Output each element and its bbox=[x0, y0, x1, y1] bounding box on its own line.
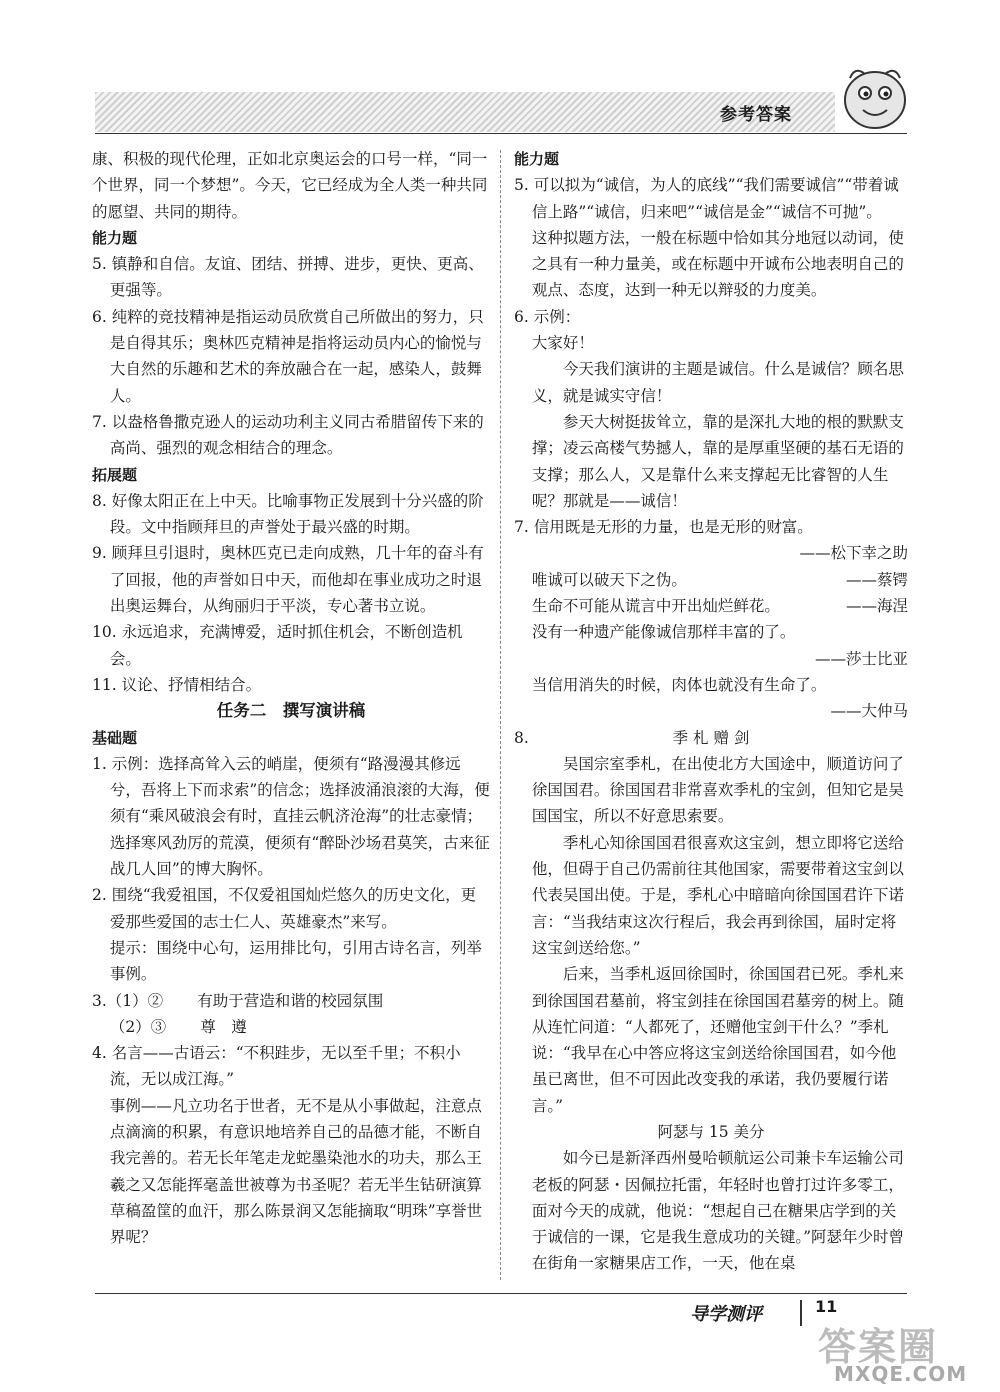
footer-rule bbox=[95, 1293, 907, 1294]
watermark-url: MXQE.COM bbox=[834, 1362, 968, 1386]
answer-6-right: 6. 示例： bbox=[514, 307, 581, 326]
task-title: 任务二 撰写演讲稿 bbox=[216, 701, 366, 721]
answer-7: 7. 以盎格鲁撒克逊人的运动功利主义同古希腊留传下来的高尚、强烈的观念相结合的理念。 bbox=[92, 412, 484, 458]
column-divider bbox=[500, 150, 501, 1280]
answer-8: 8. 好像太阳正在上中天。比喻事物正发展到十分兴盛的阶段。文中指顾拜旦的声誉处于最兴盛的时期。 bbox=[92, 491, 484, 537]
answer-9: 9. 顾拜旦引退时，奥林匹克已走向成熟，几十年的奋斗有了回报，他的声誉如日中天，而他却在事业成功之时退出奥运舞台，从绚丽归于平淡，专心著书立说。 bbox=[92, 544, 484, 616]
answer-8-header bbox=[514, 725, 908, 751]
answer-3-1-number: 3.（1）② bbox=[92, 991, 164, 1010]
answer-4: 4. 名言——古语云：“不积跬步，无以至千里；不积小流，无以成江海。” bbox=[92, 1044, 461, 1089]
answer-6: 6. 纯粹的竞技精神是指运动员欣赏自己所做出的努力，只是自得其乐；奥林匹克精神是指将运动员内心的愉悦与大自然的乐趣和艺术的奔放融合在一起，感染人，鼓舞人。 bbox=[92, 307, 484, 405]
section-heading-extension: 拓展题 bbox=[92, 465, 138, 484]
answer-5: 5. 镇静和自信。友谊、团结、拼搏、进步，更快、更高、更强等。 bbox=[92, 255, 484, 300]
story-1-paragraph-1: 吴国宗室季札，在出使北方大国途中，顺道访问了徐国国君。徐国国君非常喜欢季札的宝剑，但知它是吴国国宝，所以不好意思索要。 bbox=[531, 754, 904, 826]
story-title-1: 季 札 赠 剑 bbox=[672, 728, 750, 747]
speech-paragraph-1: 今天我们演讲的主题是诚信。什么是诚信？顾名思义，就是诚实守信！ bbox=[531, 360, 904, 405]
footer-book-label: 导学测评 bbox=[690, 1304, 762, 1325]
answer-10: 10. 永远追求，充满博爱，适时抓住机会，不断创造机会。 bbox=[92, 623, 463, 668]
story-2-paragraph-1: 如今已是新泽西州曼哈顿航运公司兼卡车运输公司老板的阿瑟・因佩拉托雷，年轻时也曾打过许多零工，面对今天的成就，他说：“想起自己在糖果店学到的关于诚信的一课，它是我生意成功的关键。”阿瑟年少时曾在街角一家糖果店工作，一天，他在桌 bbox=[531, 1149, 904, 1273]
continued-text: 康、积极的现代伦理，正如北京奥运会的口号一样，“同一个世界，同一个梦想”。今天，它已经成为全人类一种共同的愿望、共同的期待。 bbox=[92, 150, 488, 221]
quote-author-3: ——海涅 bbox=[845, 597, 908, 616]
section-heading-ability: 能力题 bbox=[92, 228, 138, 247]
quote-2 bbox=[514, 567, 908, 593]
page-number: 11 bbox=[815, 1297, 838, 1316]
answer-4-case: 事例——凡立功名于世者，无不是从小事做起，注意点点滴滴的积累，有意识地培养自己的品德才能，不断自我完善的。若无长年笔走龙蛇墨染池水的功夫，那么王羲之又怎能挥毫盖世被尊为书圣呢？若无半生钻研演算草稿盈筐的血汗，那么陈景润又怎能摘取“明珠”享誉世界呢？ bbox=[109, 1096, 483, 1247]
header-rule bbox=[95, 133, 907, 134]
answer-2-hint: 提示：围绕中心句，运用排比句，引用古诗名言，列举事例。 bbox=[109, 938, 482, 984]
mascot-logo bbox=[835, 58, 915, 138]
story-1-paragraph-2: 季札心知徐国国君很喜欢这宝剑，想立即将它送给他，但碍于自己仍需前往其他国家，需要带着这宝剑以代表吴国出使。于是，季札心中暗暗向徐国国君许下诺言：“当我结束这次行程后，我会再到徐国，届时定将这宝剑送给您。” bbox=[531, 833, 904, 957]
quote-3 bbox=[514, 593, 908, 619]
speech-paragraph-2: 参天大树挺拔耸立，靠的是深扎大地的根的默默支撑；凌云高楼气势撼人，靠的是厚重坚硬的基石无语的支撑；那么人，又是靠什么来支撑起无比睿智的人生呢？那就是——诚信！ bbox=[531, 412, 904, 510]
answer-1: 1. 示例：选择高耸入云的峭崖，便须有“路漫漫其修远兮，吾将上下而求索”的信念；选择波涌浪滚的大海，便须有“乘风破浪会有时，直挂云帆济沧海”的壮志豪情；选择寒风劲厉的荒漠，便须有“醉卧沙场君莫笑，古来征战几人回”的博大胸怀。 bbox=[92, 754, 490, 879]
answer-3-1-text: 有助于营造和谐的校园氛围 bbox=[197, 991, 384, 1010]
answer-8-number: 8. bbox=[514, 728, 529, 747]
footer-separator bbox=[800, 1300, 802, 1326]
quote-author-2: ——蔡锷 bbox=[845, 570, 908, 589]
quote-4-text: 没有一种遗产能像诚信那样丰富的了。 bbox=[531, 623, 796, 642]
quote-author-5: ——大仲马 bbox=[830, 702, 908, 721]
answer-2: 2. 围绕“我爱祖国，不仅爱祖国灿烂悠久的历史文化，更爱那些爱国的志士仁人、英雄豪杰”来写。 bbox=[92, 886, 477, 931]
answer-3-1 bbox=[92, 988, 490, 1014]
answer-11: 11. 议论、抒情相结合。 bbox=[92, 675, 262, 694]
quote-5-text: 当信用消失的时候，肉体也就没有生命了。 bbox=[531, 675, 827, 694]
quote-author-4: ——莎士比亚 bbox=[814, 649, 908, 668]
speech-greeting: 大家好！ bbox=[531, 334, 594, 353]
quote-2-text: 唯诚可以破天下之伪。 bbox=[531, 570, 687, 589]
right-column bbox=[514, 146, 908, 1277]
answer-5-right: 5. 可以拟为“诚信，为人的底线”“我们需要诚信”“带着诚信上路”“诚信，归来吧”“诚信是金”“诚信不可抛”。 bbox=[514, 176, 899, 221]
answer-3-2 bbox=[92, 1014, 490, 1040]
story-title-2: 阿瑟与 15 美分 bbox=[657, 1122, 765, 1141]
page-header-title: 参考答案 bbox=[720, 105, 792, 125]
answer-3-2-number: （2）③ bbox=[109, 1017, 167, 1036]
answer-5-explanation: 这种拟题方法，一般在标题中恰如其分地冠以动词，使之具有一种力量美，或在标题中开诚布公地表明自己的观点、态度，达到一种无以辩驳的力度美。 bbox=[531, 228, 904, 300]
answer-7-right: 7. 信用既是无形的力量，也是无形的财富。 bbox=[514, 518, 813, 537]
section-heading-ability-right: 能力题 bbox=[514, 150, 560, 168]
quote-3-text: 生命不可能从谎言中开出灿烂鲜花。 bbox=[531, 597, 780, 616]
story-1-paragraph-3: 后来，当季札返回徐国时，徐国国君已死。季札来到徐国国君墓前，将宝剑挂在徐国国君墓旁的树上。随从连忙问道：“人都死了，还赠他宝剑干什么？”季札说：“我早在心中答应将这宝剑送给徐国国君，如今他虽已离世，但不可因此改变我的承诺，我仍要履行诺言。” bbox=[531, 965, 904, 1115]
section-heading-basic: 基础题 bbox=[92, 728, 138, 747]
left-column bbox=[92, 146, 490, 1250]
answer-3-2-text: 尊 遵 bbox=[200, 1017, 247, 1036]
quote-author-1: ——松下幸之助 bbox=[799, 544, 908, 563]
watermark-text: 答案圈 bbox=[818, 1325, 939, 1369]
